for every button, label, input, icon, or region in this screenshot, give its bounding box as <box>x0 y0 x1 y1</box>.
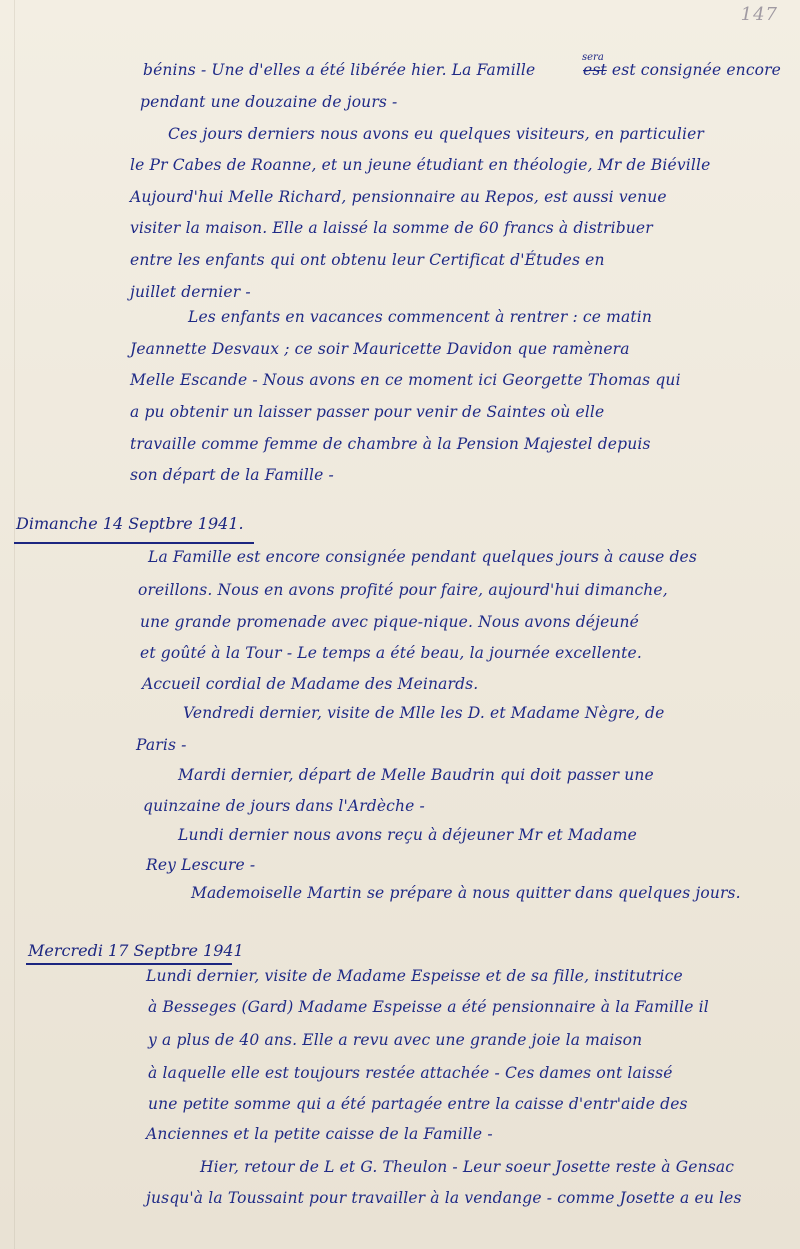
text-line: Ces jours derniers nous avons eu quelques visiteurs, en particulier <box>168 125 704 143</box>
text-line: Melle Escande - Nous avons en ce moment ici Georgette Thomas qui <box>130 371 681 389</box>
text-line: Lundi dernier nous avons reçu à déjeuner Mr et Madame <box>178 826 637 844</box>
text-line: Mademoiselle Martin se prépare à nous quitter dans quelques jours. <box>191 884 741 902</box>
text-line: y a plus de 40 ans. Elle a revu avec une grande joie la maison <box>148 1031 643 1049</box>
inserted-word: sera <box>582 52 604 63</box>
text-line: Aujourd'hui Melle Richard, pensionnaire au Repos, est aussi venue <box>130 188 667 206</box>
entry-date-heading <box>28 940 244 962</box>
margin-rule <box>14 0 15 1249</box>
text-line: Anciennes et la petite caisse de la Famille - <box>146 1125 493 1143</box>
text-line: bénins - Une d'elles a été libérée hier. La Famille <box>143 61 536 79</box>
text-line: pendant une douzaine de jours - <box>140 93 398 111</box>
heading-underline <box>26 963 232 965</box>
text-line: jusqu'à la Toussaint pour travailler à la vendange - comme Josette a eu les <box>146 1189 742 1207</box>
text-line: Mardi dernier, départ de Melle Baudrin qui doit passer une <box>178 766 654 784</box>
text-line: juillet dernier - <box>130 283 251 301</box>
text-line: son départ de la Famille - <box>130 466 334 484</box>
text-line: une grande promenade avec pique-nique. Nous avons déjeuné <box>140 613 639 631</box>
text-line: Accueil cordial de Madame des Meinards. <box>142 675 479 693</box>
heading-text: Mercredi 17 Septbre 1941 <box>28 941 244 960</box>
text-line: travaille comme femme de chambre à la Pension Majestel depuis <box>130 435 651 453</box>
text-fragment: est consignée encore <box>611 61 782 79</box>
text-line: à laquelle elle est toujours restée attachée - Ces dames ont laissé <box>148 1064 673 1082</box>
text-line: visiter la maison. Elle a laissé la somme de 60 francs à distribuer <box>130 219 653 237</box>
text-line: Vendredi dernier, visite de Mlle les D. et Madame Nègre, de <box>183 704 665 722</box>
text-line: Jeannette Desvaux ; ce soir Mauricette Davidon que ramènera <box>130 340 630 358</box>
text-line: Paris - <box>136 736 187 754</box>
text-line: Les enfants en vacances commencent à rentrer : ce matin <box>188 308 653 326</box>
text-line: quinzaine de jours dans l'Ardèche - <box>143 797 425 815</box>
heading-text: Dimanche 14 Septbre 1941. <box>16 514 244 533</box>
struck-word: est <box>583 61 607 79</box>
text-line: La Famille est encore consignée pendant quelques jours à cause des <box>148 548 697 566</box>
text-line: Hier, retour de L et G. Theulon - Leur soeur Josette reste à Gensac <box>200 1158 735 1176</box>
text-line: entre les enfants qui ont obtenu leur Certificat d'Études en <box>130 251 605 269</box>
page-number: 147 <box>740 4 778 25</box>
text-line: Lundi dernier, visite de Madame Espeisse et de sa fille, institutrice <box>146 967 683 985</box>
heading-underline <box>14 542 254 544</box>
text-line: à Besseges (Gard) Madame Espeisse a été pensionnaire à la Famille il <box>148 998 709 1016</box>
text-line: une petite somme qui a été partagée entre la caisse d'entr'aide des <box>148 1095 688 1113</box>
text-line: le Pr Cabes de Roanne, et un jeune étudiant en théologie, Mr de Biéville <box>130 156 711 174</box>
entry-date-heading <box>16 513 244 535</box>
text-line: Rey Lescure - <box>146 856 256 874</box>
text-line <box>583 60 781 80</box>
text-line: oreillons. Nous en avons profité pour faire, aujourd'hui dimanche, <box>138 581 668 599</box>
text-line: et goûté à la Tour - Le temps a été beau, la journée excellente. <box>140 644 642 662</box>
text-line: a pu obtenir un laisser passer pour venir de Saintes où elle <box>130 403 605 421</box>
